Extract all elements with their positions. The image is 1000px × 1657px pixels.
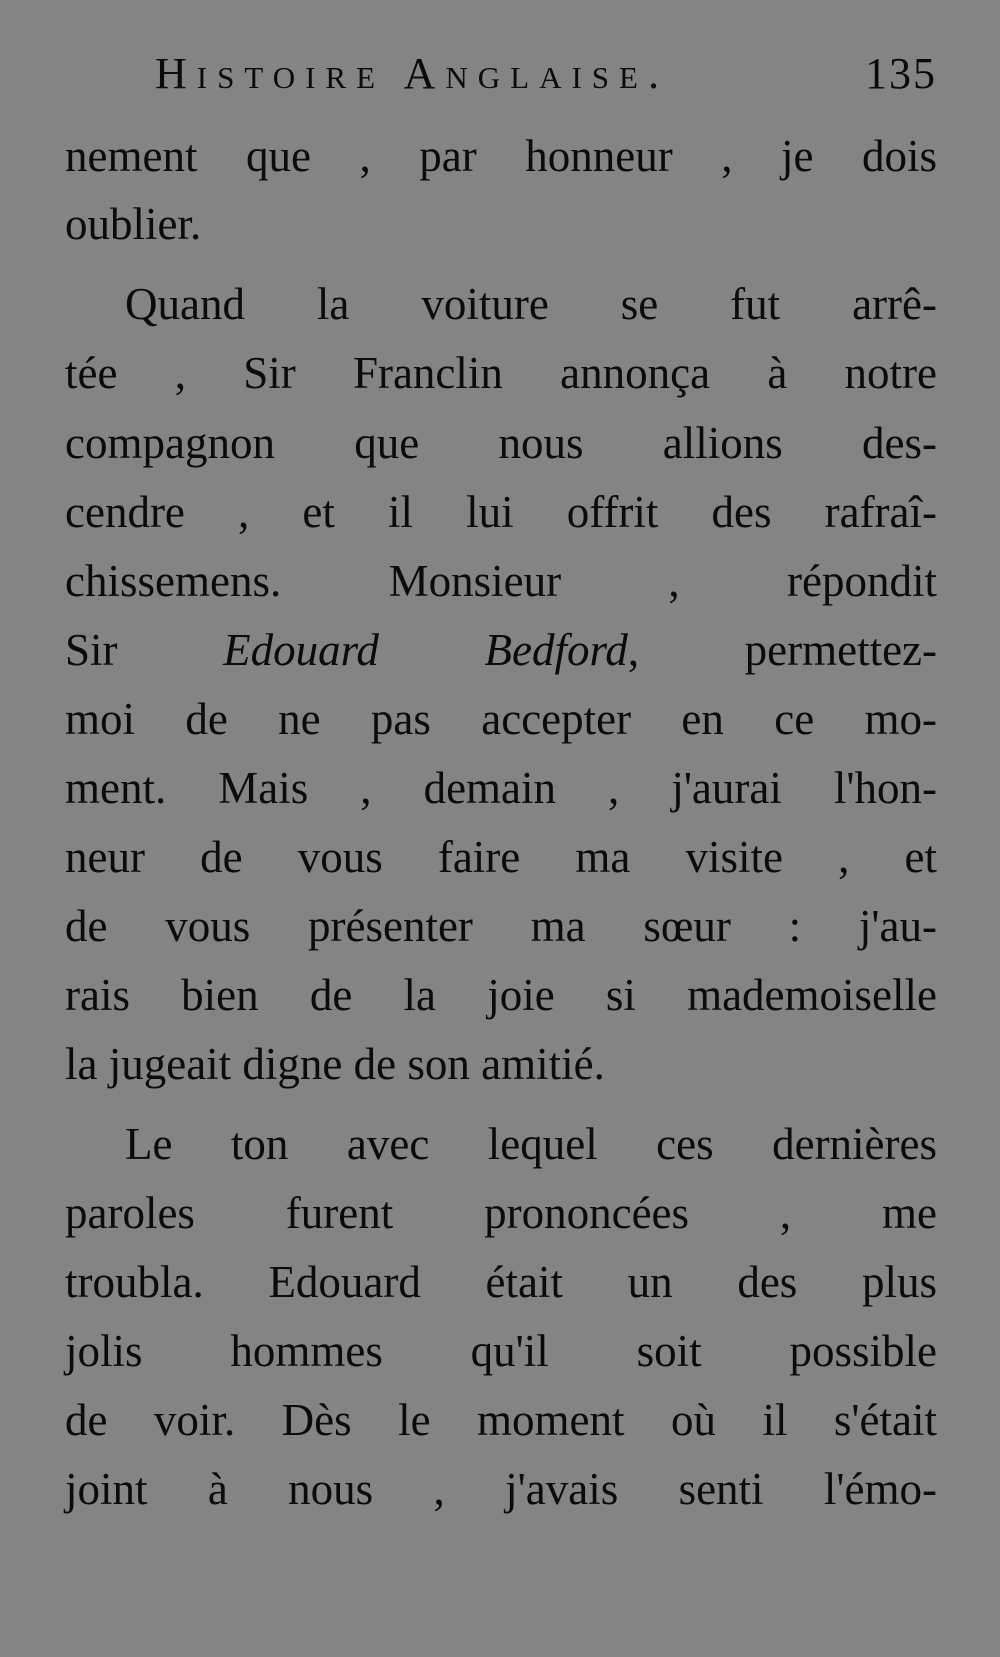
italic-name: Edouard Bedford [223, 625, 628, 675]
text-line: oublier. [65, 199, 202, 249]
text-line: troubla. Edouard était un des plus [65, 1257, 937, 1307]
text-line: rais bien de la joie si mademoiselle [65, 970, 937, 1020]
text-line: joint à nous , j'avais senti l'émo- [65, 1464, 937, 1514]
text-line: neur de vous faire ma visite , et [65, 832, 937, 882]
text-line: nement que , par honneur , je dois [65, 131, 937, 181]
text-line: moi de ne pas accepter en ce mo- [65, 694, 937, 744]
text-line: jolis hommes qu'il soit possible [65, 1326, 937, 1376]
text-line: chissemens. Monsieur , répondit [65, 556, 937, 606]
text-fragment: , permettez- [627, 625, 938, 675]
running-head [155, 48, 937, 108]
page-number: 135 [865, 49, 937, 98]
text-line: cendre , et il lui offrit des rafraî- [65, 487, 937, 537]
paragraph-start-line: Le ton avec lequel ces dernières [125, 1119, 937, 1169]
text-line: la jugeait digne de son amitié. [65, 1039, 605, 1089]
text-line-with-name [65, 622, 937, 678]
text-line: compagnon que nous allions des- [65, 418, 937, 468]
text-line: paroles furent prononcées , me [65, 1188, 937, 1238]
text-line: tée , Sir Franclin annonça à notre [65, 348, 937, 398]
text-fragment: Sir [65, 625, 118, 675]
text-line: de vous présenter ma sœur : j'au- [65, 901, 937, 951]
paragraph-start-line: Quand la voiture se fut arrê- [125, 279, 937, 329]
text-line: de voir. Dès le moment où il s'était [65, 1395, 937, 1445]
text-line: ment. Mais , demain , j'aurai l'hon- [65, 763, 937, 813]
running-title: Histoire Anglaise. [155, 49, 669, 98]
